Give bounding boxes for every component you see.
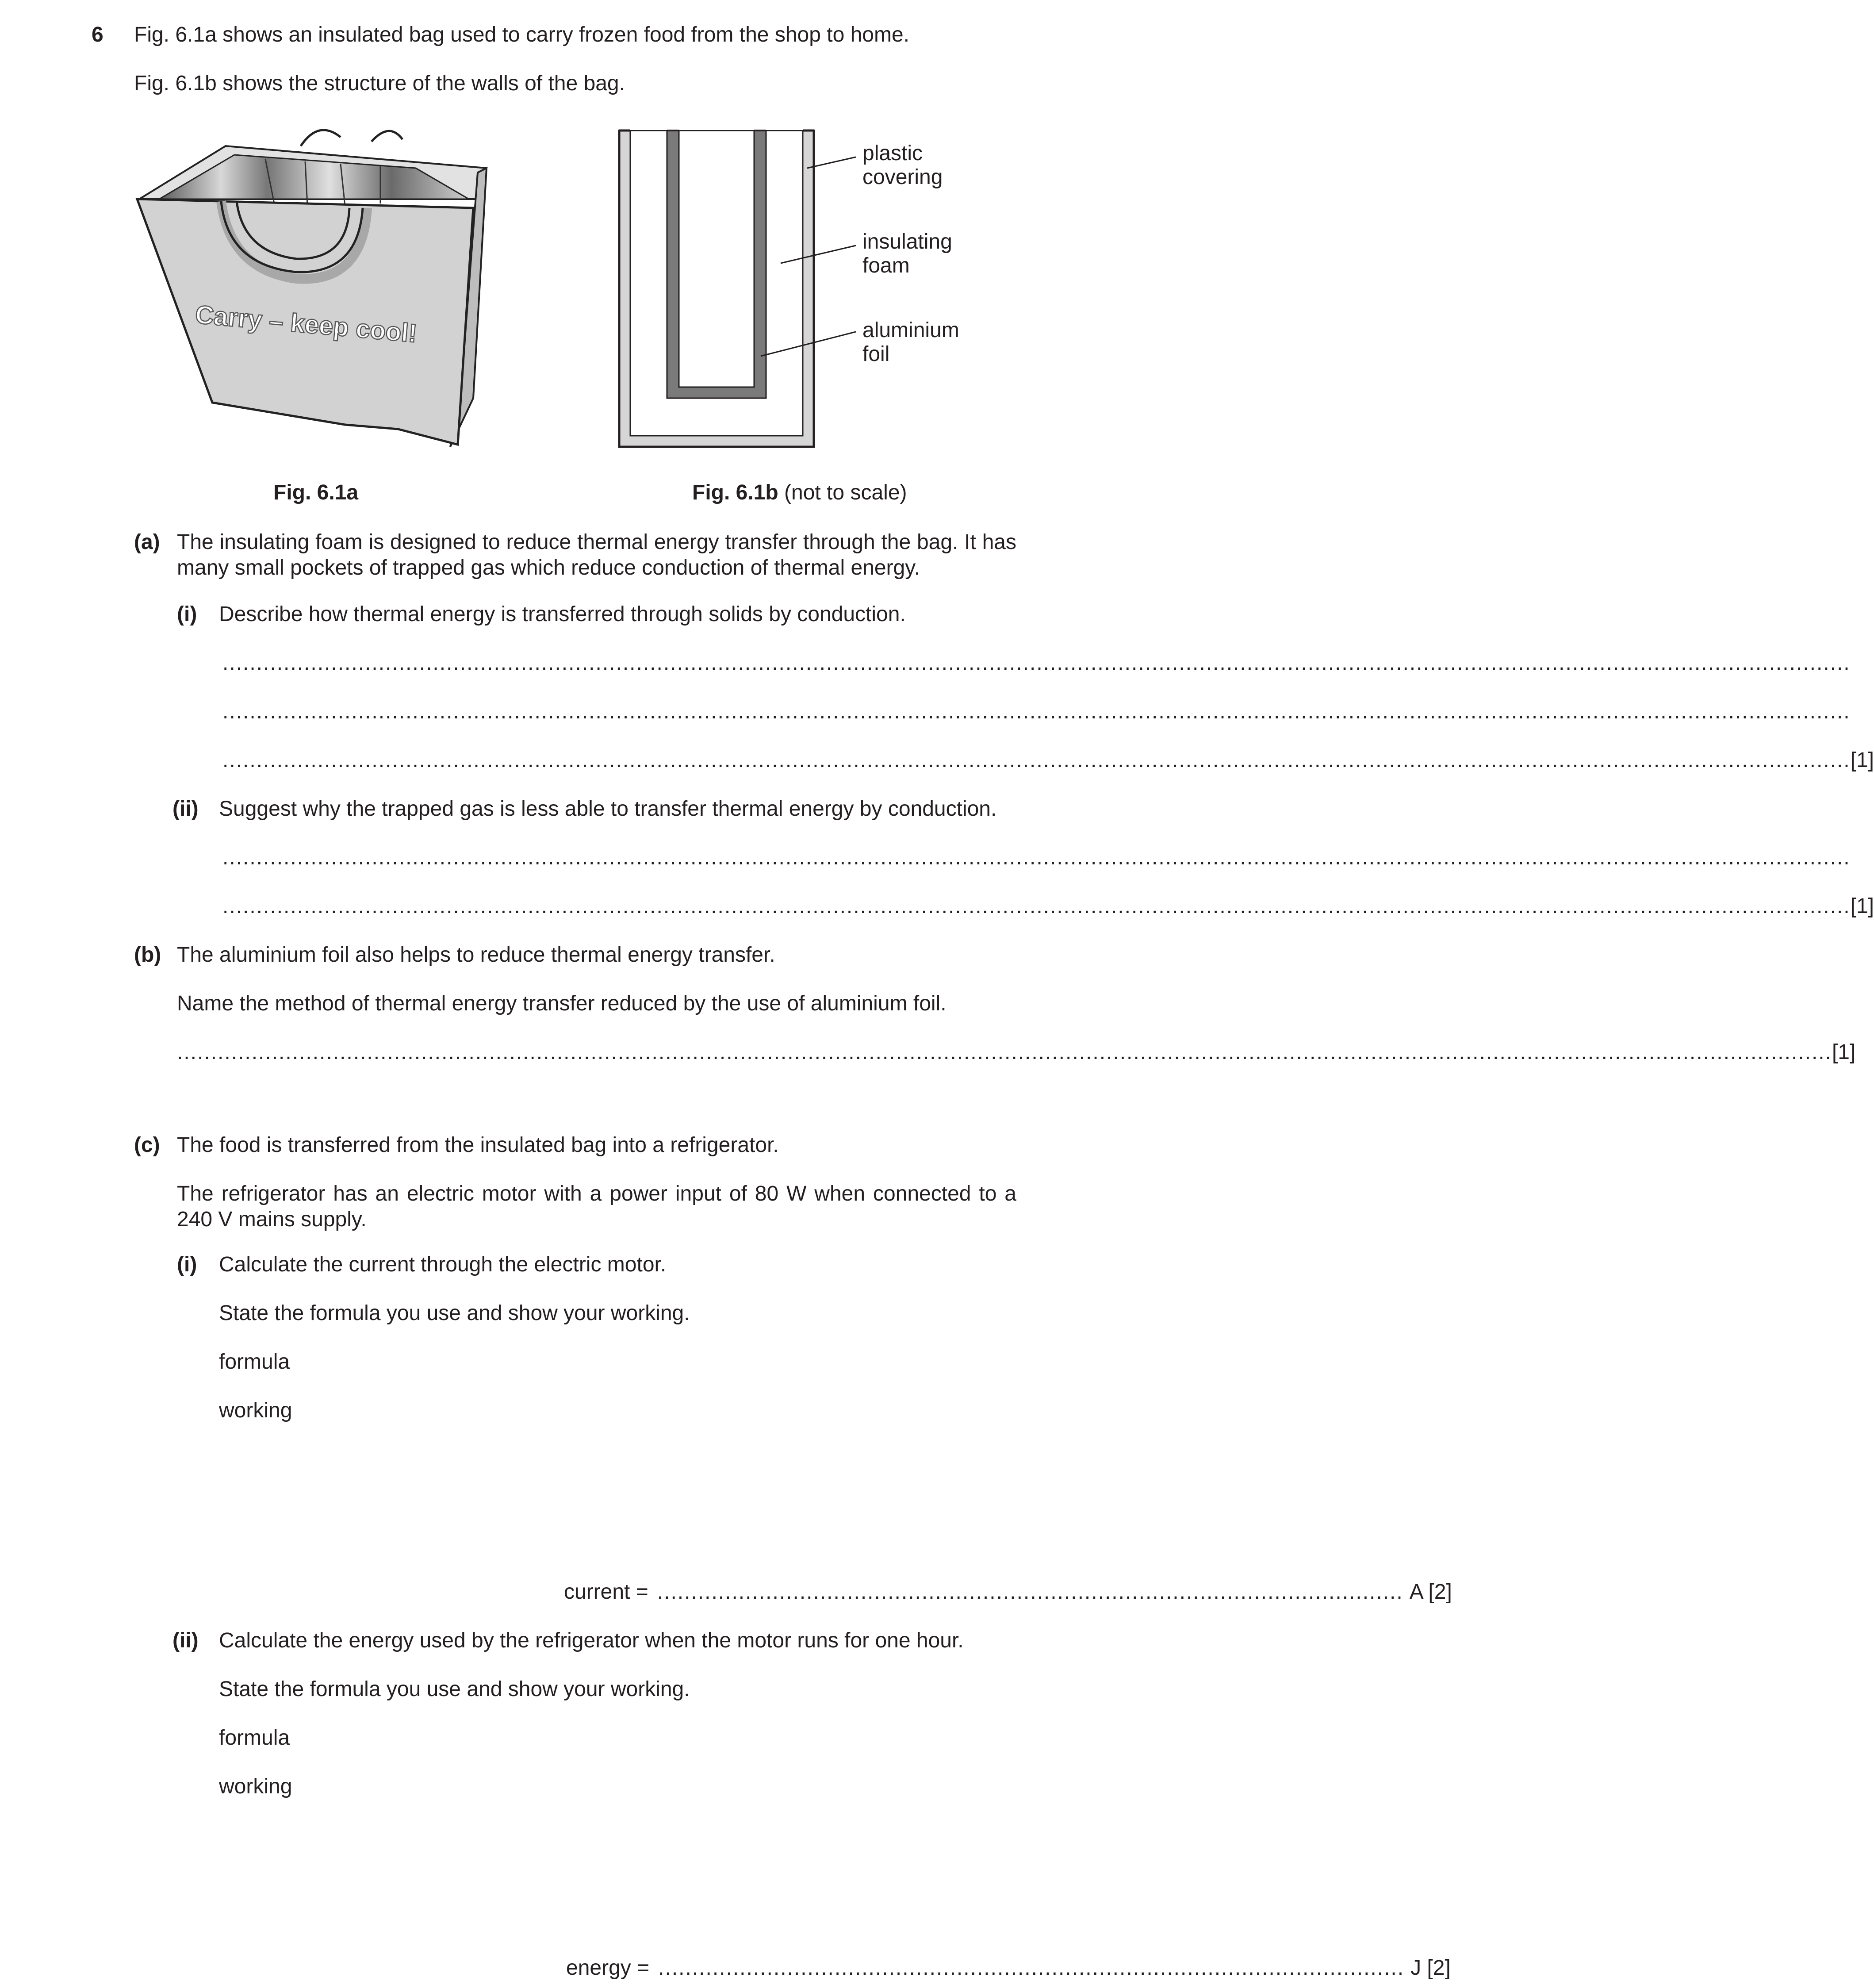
- answer-line-a-i-3[interactable]: ................................................................................................................................................................................................................................................ [1]: [222, 748, 1016, 773]
- energy-unit-marks: J [2]: [1410, 1956, 1451, 1980]
- part-c-ii-formula: formula: [219, 1726, 290, 1750]
- current-unit-marks: A [2]: [1409, 1580, 1452, 1604]
- part-a-i-text: Describe how thermal energy is transferred through solids by conduction.: [219, 603, 906, 626]
- part-c-i-text: Calculate the current through the electric motor.: [219, 1253, 667, 1276]
- fig-b-caption: Fig. 6.1b: [692, 481, 778, 504]
- answer-line-a-i-2[interactable]: ................................................................................................................................................................................................................................................: [222, 700, 1851, 723]
- label-aluminium: aluminium: [862, 319, 959, 342]
- label-plastic: plastic: [862, 142, 923, 165]
- answer-line-a-i-1[interactable]: ................................................................................................................................................................................................................................................: [222, 651, 1851, 675]
- part-b-label: (b): [134, 943, 161, 967]
- part-c-ii-label: (ii): [172, 1629, 199, 1652]
- marks-a-ii: [1]: [1850, 894, 1874, 918]
- current-answer-input[interactable]: ..............................................................................................................: [657, 1580, 1403, 1604]
- part-c-i-state: State the formula you use and show your working.: [219, 1301, 690, 1325]
- energy-label: energy =: [566, 1956, 650, 1980]
- fig-a-caption: Fig. 6.1a: [273, 481, 359, 504]
- insulated-bag-figure: [133, 119, 495, 456]
- part-c-ii-working: working: [219, 1775, 292, 1798]
- part-c-ii-text: Calculate the energy used by the refrigerator when the motor runs for one hour.: [219, 1629, 964, 1652]
- intro-text-2: Fig. 6.1b shows the structure of the walls of the bag.: [134, 72, 625, 95]
- part-a-ii-label: (ii): [172, 797, 199, 821]
- part-c-text-2: The refrigerator has an electric motor with a power input of 80 W when connected to a 240 V mains supply.: [177, 1182, 1016, 1231]
- intro-text-1: Fig. 6.1a shows an insulated bag used to carry frozen food from the shop to home.: [134, 23, 910, 46]
- energy-answer-input[interactable]: ..............................................................................................................: [658, 1956, 1405, 1980]
- wall-structure-figure: [610, 124, 858, 451]
- answer-line-a-ii-2[interactable]: ................................................................................................................................................................................................................................................ [1]: [222, 894, 1016, 919]
- bag-slogan: Carry – keep cool!: [194, 300, 418, 348]
- answer-line-a-ii-1[interactable]: ................................................................................................................................................................................................................................................: [222, 846, 1851, 869]
- energy-answer-line[interactable]: [566, 1955, 1451, 1981]
- label-foil: foil: [862, 342, 890, 366]
- part-a-label: (a): [134, 530, 160, 554]
- part-b-text-1: The aluminium foil also helps to reduce thermal energy transfer.: [177, 943, 775, 967]
- part-a-i-label: (i): [177, 603, 197, 626]
- marks-b: [1]: [1832, 1040, 1856, 1064]
- part-c-i-label: (i): [177, 1253, 197, 1276]
- label-insulating: insulating: [862, 230, 952, 253]
- label-foam: foam: [862, 254, 910, 277]
- part-c-i-working: working: [219, 1399, 292, 1422]
- question-number: 6: [92, 23, 103, 46]
- marks-a-i: [1]: [1850, 748, 1874, 772]
- part-c-ii-state: State the formula you use and show your working.: [219, 1677, 690, 1701]
- current-label: current =: [564, 1580, 648, 1604]
- fig-b-caption-line: [692, 480, 907, 506]
- fig-b-note: (not to scale): [784, 481, 907, 504]
- part-c-text-1: The food is transferred from the insulated bag into a refrigerator.: [177, 1133, 779, 1157]
- part-a-ii-text: Suggest why the trapped gas is less able to transfer thermal energy by conduction.: [219, 797, 997, 821]
- part-c-i-formula: formula: [219, 1350, 290, 1374]
- current-answer-line[interactable]: [564, 1579, 1452, 1605]
- answer-line-b[interactable]: .................................................................................................................................................................................................................................................... [1]: [177, 1040, 1016, 1065]
- part-b-text-2: Name the method of thermal energy transfer reduced by the use of aluminium foil.: [177, 992, 947, 1015]
- part-c-label: (c): [134, 1133, 160, 1157]
- part-a-text: The insulating foam is designed to reduce thermal energy transfer through the bag. It has many small pockets of trapped gas which reduce conduction of thermal energy.: [177, 530, 1016, 580]
- label-covering: covering: [862, 165, 943, 189]
